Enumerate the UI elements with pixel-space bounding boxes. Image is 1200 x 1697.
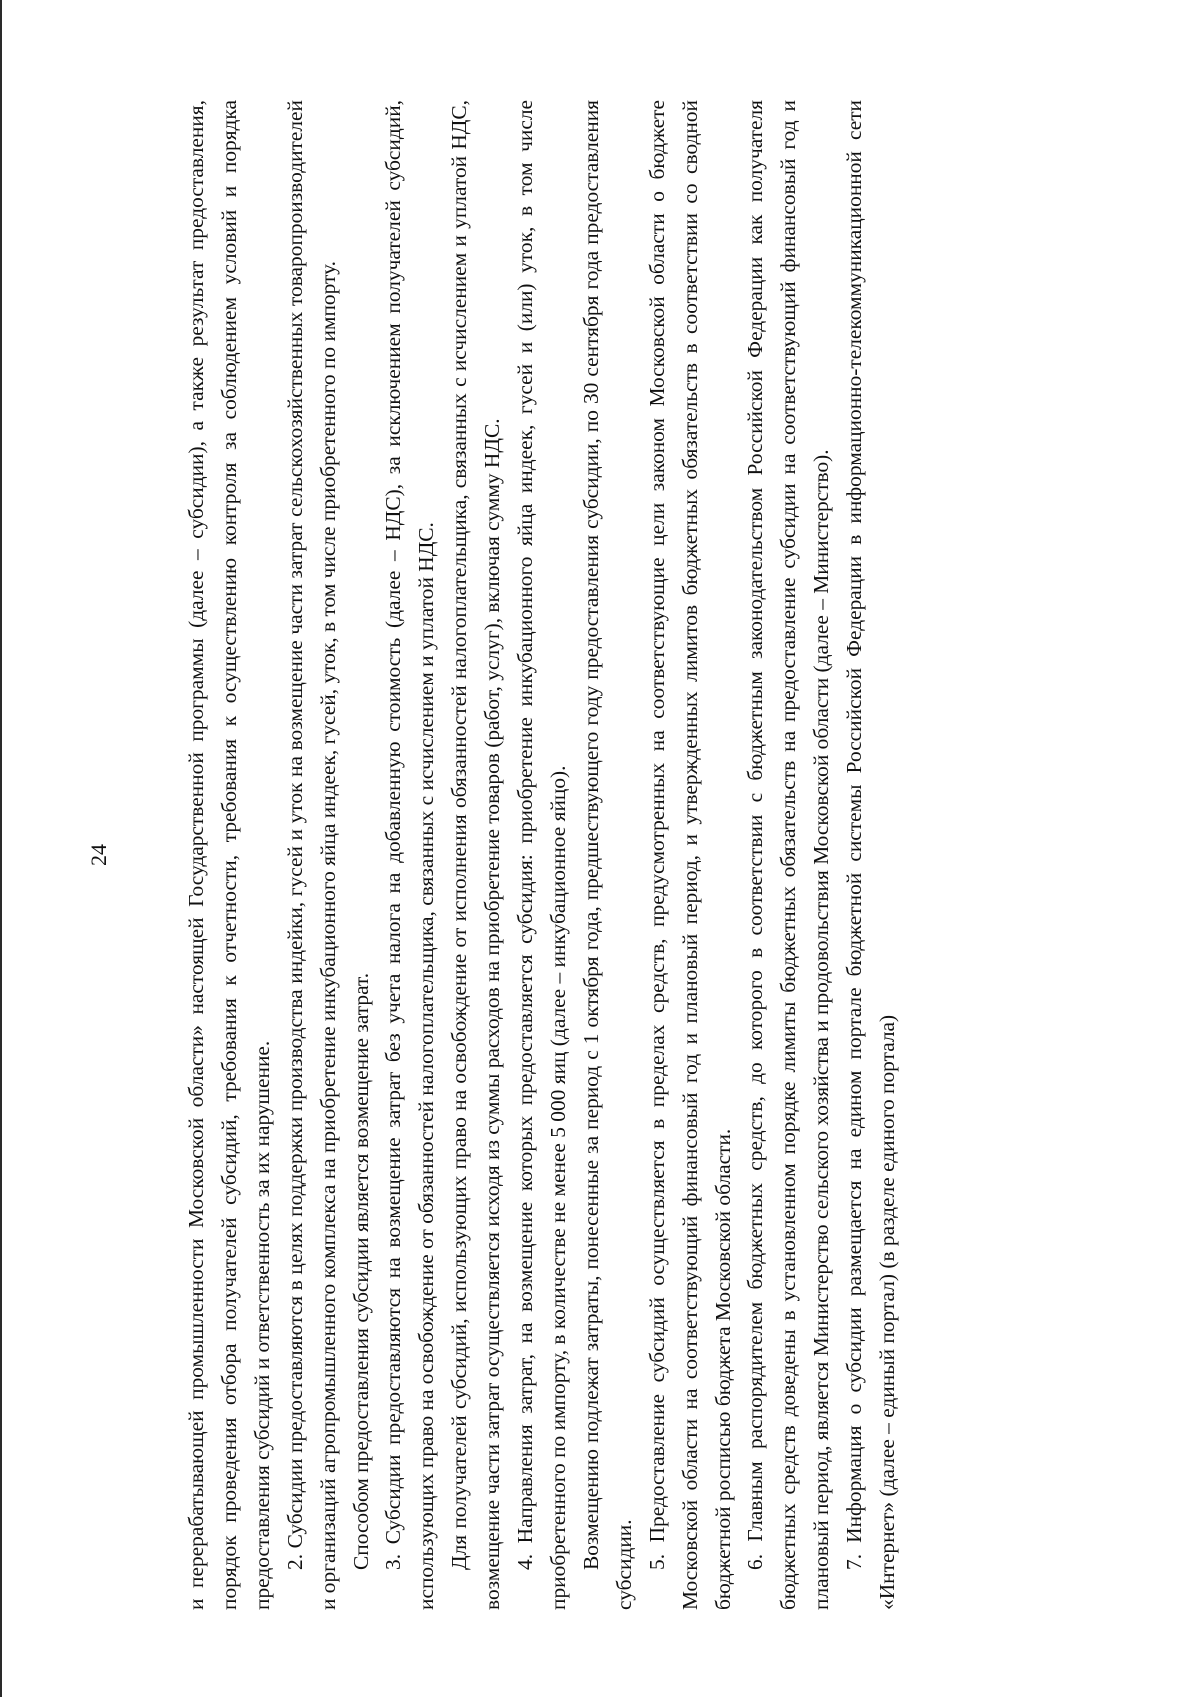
paragraph: и перерабатывающей промышленности Московской области» настоящей Государственной программы (далее – субсидии), а также результат предоставления, порядок проведения отбора получателей субсидий, требования к отчетности, требования к осуществлению контроля за соблюдением условий и порядка предоставления субсидий и ответственность за их нарушение. [184,100,274,1610]
paragraph: 5. Предоставление субсидий осуществляется в пределах средств, предусмотренных на соответствующие цели законом Московской области о бюджете Московской области на соответствующий финансовый год и плановый период, и утвержденных лимитов бюджетных обязательств в соответствии со сводной бюджетной росписью бюджета Московской области. [644,100,735,1610]
page-number: 24 [86,844,111,866]
paragraph: Для получателей субсидий, использующих право на освобождение от исполнения обязанностей налогоплательщика, связанных с исчислением и уплатой НДС, возмещение части затрат осуществляется исходя из суммы расходов на приобретение товаров (работ, услуг), включая сумму НДС. [447,100,505,1610]
paragraph: 6. Главным распорядителем бюджетных средств, до которого в соответствии с бюджетным законодательством Российской Федерации как получателя бюджетных средств доведены в установленном порядке лимиты бюджетных обязательств на предоставление субсидии на соответствующий финансовый год и плановый период, является Министерство сельского хозяйства и продовольствия Московской области (далее – Министерство). [743,100,834,1610]
rotated-document-page [85,85,1135,1625]
document-body [180,100,904,1610]
paragraph: 7. Информация о субсидии размещается на едином портале бюджетной системы Российской Федерации в информационно-телекоммуникационной сети «Интернет» (далее – единый портал) (в разделе единого портала) [842,100,900,1610]
paragraph: Способом предоставления субсидии является возмещение затрат. [348,972,373,1570]
paragraph: Возмещению подлежат затраты, понесенные за период с 1 октября года, предшествующего году предоставления субсидии, по 30 сентября года предоставления субсидии. [578,100,636,1610]
paragraph: 2. Субсидии предоставляются в целях поддержки производства индейки, гусей и уток на возмещение части затрат сельскохозяйственных товаропроизводителей и организаций агропромышленного комплекса на приобретение инкубационного яйца индеек, гусей, уток, в том числе приобретенного по импорту. [282,100,340,1610]
paragraph: 4. Направления затрат, на возмещение которых предоставляется субсидия: приобретение инкубационного яйца индеек, гусей и (или) уток, в том числе приобретенного по импорту, в количестве не менее 5 000 яиц (далее – инкубационное яйцо). [513,100,570,1610]
paragraph: 3. Субсидии предоставляются на возмещение затрат без учета налога на добавленную стоимость (далее – НДС), за исключением получателей субсидий, использующих право на освобождение от обязанностей налогоплательщика, связанных с исчислением и уплатой НДС. [381,100,439,1610]
scan-edge-line [0,0,2,1697]
